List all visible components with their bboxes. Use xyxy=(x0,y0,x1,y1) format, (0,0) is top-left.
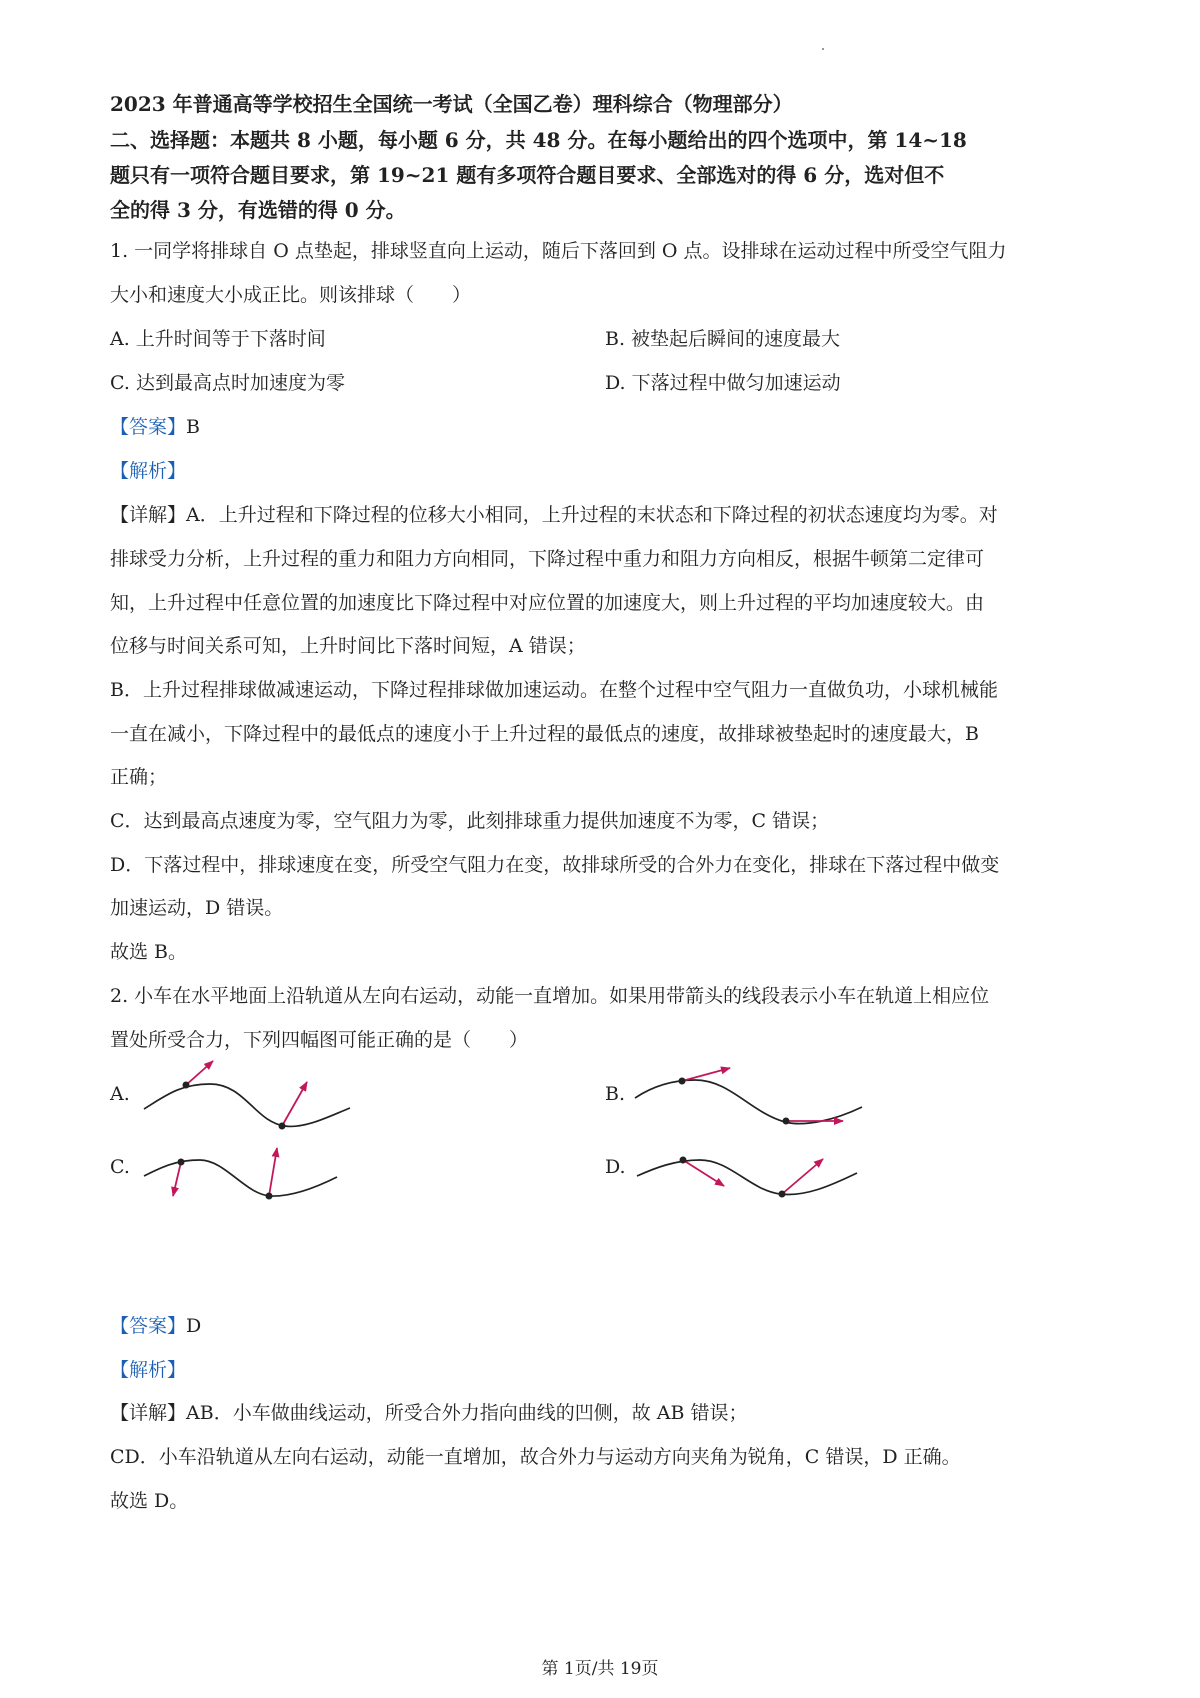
q1-answer-label: 【答案】 xyxy=(110,416,187,438)
q1-detail-label: 【详解】 xyxy=(110,504,187,526)
q2-conclusion: 故选 D。 xyxy=(110,1490,189,1512)
q2-figures xyxy=(0,1050,1200,1230)
q1-detail-line-1 xyxy=(110,503,998,527)
q2-option-d-label: D. xyxy=(605,1156,626,1178)
q2-detail-text-1: AB．小车做曲线运动，所受合外力指向曲线的凹侧，故 AB 错误； xyxy=(186,1402,748,1424)
exam-title: 2023 年普通高等学校招生全国统一考试（全国乙卷）理科综合（物理部分） xyxy=(110,92,793,116)
q1-option-a: A. 上升时间等于下落时间 xyxy=(110,328,326,350)
track-curve xyxy=(144,1084,350,1126)
q2-detail-label: 【详解】 xyxy=(110,1402,187,1424)
q1-conclusion: 故选 B。 xyxy=(110,941,188,963)
q1-stem-line-2: 大小和速度大小成正比。则该排球（ ） xyxy=(110,284,472,306)
track-curve xyxy=(144,1160,337,1196)
q2-option-a-label: A. xyxy=(110,1083,130,1105)
q1-answer-row xyxy=(110,415,200,439)
q2-option-b-label: B. xyxy=(605,1083,626,1105)
force-arrow xyxy=(173,1162,181,1196)
q1-stem-line-1: 1. 一同学将排球自 O 点垫起，排球竖直向上运动，随后下落回到 O 点。设排球在运动过程中所受空气阻力 xyxy=(110,240,1007,262)
q2-figure-a xyxy=(144,1061,350,1130)
q2-answer-value: D xyxy=(186,1315,202,1337)
car-point xyxy=(266,1193,273,1200)
q1-detail-line-4: 位移与时间关系可知，上升时间比下落时间短，A 错误； xyxy=(110,635,586,657)
track-curve xyxy=(635,1080,862,1124)
track-curve xyxy=(637,1160,857,1194)
q2-stem-line-2: 置处所受合力，下列四幅图可能正确的是（ ） xyxy=(110,1029,529,1051)
section-heading-line-1: 二、选择题：本题共 8 小题，每小题 6 分，共 48 分。在每小题给出的四个选项中，第 14~18 xyxy=(110,128,967,152)
q1-detail-line-9: D．下落过程中，排球速度在变，所受空气阻力在变，故排球所受的合外力在变化，排球在下落过程中做变 xyxy=(110,854,1000,876)
q1-detail-line-8: C．达到最高点速度为零，空气阻力为零，此刻排球重力提供加速度不为零，C 错误； xyxy=(110,810,830,832)
q1-detail-line-2: 排球受力分析，上升过程的重力和阻力方向相同，下降过程中重力和阻力方向相反，根据牛顿第二定律可 xyxy=(110,548,985,570)
q1-option-d: D. 下落过程中做匀加速运动 xyxy=(605,372,841,394)
page-speck xyxy=(822,48,824,50)
q2-detail-line-2: CD．小车沿轨道从左向右运动，动能一直增加，故合外力与运动方向夹角为锐角，C 错误，D 正确。 xyxy=(110,1446,961,1468)
q2-option-c-label: C. xyxy=(110,1156,130,1178)
car-point xyxy=(279,1123,286,1130)
car-point xyxy=(779,1191,786,1198)
q2-stem-line-1: 2. 小车在水平地面上沿轨道从左向右运动，动能一直增加。如果用带箭头的线段表示小车在轨道上相应位 xyxy=(110,985,990,1007)
q1-detail-line-6: 一直在减小，下降过程中的最低点的速度小于上升过程的最低点的速度，故排球被垫起时的速度最大，B xyxy=(110,723,979,745)
q2-answer-row xyxy=(110,1314,201,1338)
section-heading-line-3: 全的得 3 分，有选错的得 0 分。 xyxy=(110,198,406,222)
q2-answer-label: 【答案】 xyxy=(110,1315,187,1337)
force-arrow xyxy=(682,1068,730,1081)
q1-detail-line-7: 正确； xyxy=(110,766,168,788)
car-point xyxy=(178,1159,185,1166)
q1-option-c: C. 达到最高点时加速度为零 xyxy=(110,372,345,394)
q1-detail-text-1: A．上升过程和下降过程的位移大小相同，上升过程的末状态和下降过程的初状态速度均为零。对 xyxy=(186,504,998,526)
q1-analysis-row xyxy=(110,459,186,483)
car-point xyxy=(679,1078,686,1085)
q2-figure-d xyxy=(637,1157,857,1198)
car-point xyxy=(783,1118,790,1125)
q2-analysis-label: 【解析】 xyxy=(110,1359,187,1381)
q2-figure-b xyxy=(635,1068,862,1125)
car-point xyxy=(183,1082,190,1089)
force-arrow xyxy=(186,1061,213,1085)
q1-option-b: B. 被垫起后瞬间的速度最大 xyxy=(605,328,841,350)
q1-answer-value: B xyxy=(186,416,200,438)
force-arrow xyxy=(269,1148,277,1196)
page-footer: 第 1页/共 19页 xyxy=(541,1659,659,1679)
force-arrow xyxy=(782,1159,823,1194)
section-heading-line-2: 题只有一项符合题目要求，第 19~21 题有多项符合题目要求、全部选对的得 6 分，选对但不 xyxy=(110,163,945,187)
q1-detail-line-5: B．上升过程排球做减速运动，下降过程排球做加速运动。在整个过程中空气阻力一直做负功，小球机械能 xyxy=(110,679,998,701)
q2-figure-c xyxy=(144,1148,337,1200)
q1-detail-line-10: 加速运动，D 错误。 xyxy=(110,897,284,919)
force-arrow xyxy=(282,1082,307,1126)
q2-analysis-row xyxy=(110,1358,186,1382)
q2-detail-line-1 xyxy=(110,1401,747,1425)
car-point xyxy=(680,1157,687,1164)
q1-analysis-label: 【解析】 xyxy=(110,460,187,482)
q1-detail-line-3: 知，上升过程中任意位置的加速度比下降过程中对应位置的加速度大，则上升过程的平均加速度较大。由 xyxy=(110,592,985,614)
